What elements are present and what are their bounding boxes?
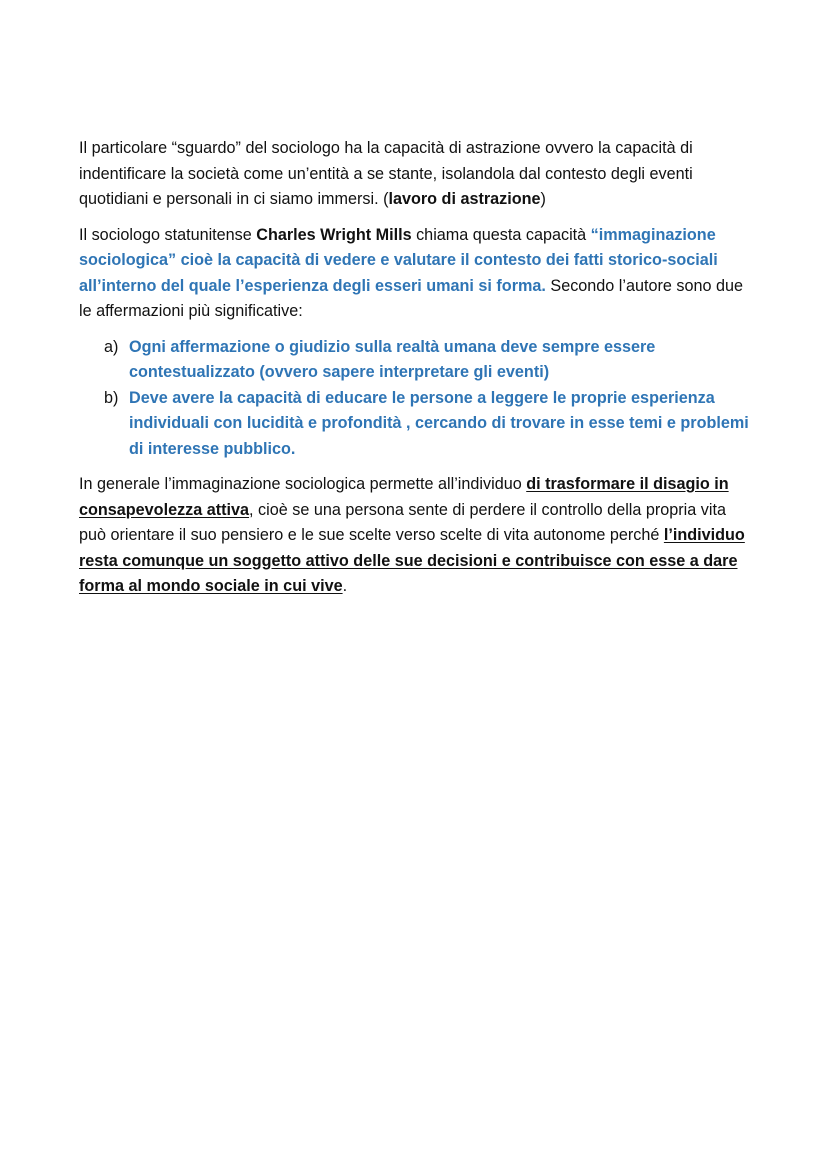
list-marker: b) <box>104 388 119 407</box>
conclusion-underlined-1: di trasformare il disagio in consapevolezza attiva <box>79 475 729 519</box>
abstraction-text: Il particolare “sguardo” del sociologo ha la capacità di astrazione ovvero la capacità di indentificare la società come un’entità a se stante, isolandola dal contesto degli eventi quotidiani e personali in ci siamo immersi. ( <box>79 139 693 208</box>
paragraph-mills <box>79 223 751 325</box>
author-name: Charles Wright Mills <box>256 225 412 244</box>
mills-after: Secondo l’autore sono due le affermazioni più significative: <box>79 276 744 320</box>
mills-mid: chiama questa capacità <box>411 225 591 244</box>
sociological-imagination-definition: “immaginazione sociologica” cioè la capacità di vedere e valutare il contesto dei fatti storico-sociali all’interno del quale l’esperienza degli esseri umani si forma. <box>79 225 718 295</box>
paragraph-conclusion <box>79 472 751 600</box>
conclusion-end: . <box>342 577 348 595</box>
abstraction-close-paren: ) <box>540 190 546 208</box>
list-item <box>79 386 751 463</box>
conclusion-mid: , cioè se una persona sente di perdere il controllo della propria vita può orientare il suo pensiero e le sue scelte verso scelte di vita autonome perché <box>79 500 726 544</box>
conclusion-intro: In generale l’immaginazione sociologica permette all’individuo <box>79 475 527 493</box>
list-item <box>79 335 751 386</box>
statements-list <box>79 335 751 463</box>
list-item-text: Deve avere la capacità di educare le persone a leggere le proprie esperienza individuali con lucidità e profondità , cercando di trovare in esse temi e problemi di interesse pubblico. <box>129 388 749 458</box>
abstraction-bold-term: lavoro di astrazione <box>388 190 541 208</box>
list-item-text: Ogni affermazione o giudizio sulla realtà umana deve sempre essere contestualizzato (ovvero sapere interpretare gli eventi) <box>129 337 656 381</box>
document-page <box>79 136 751 610</box>
paragraph-abstraction <box>79 136 751 213</box>
mills-intro: Il sociologo statunitense <box>79 225 257 244</box>
conclusion-underlined-2: l’individuo resta comunque un soggetto attivo delle sue decisioni e contribuisce con esse a dare forma al mondo sociale in cui vive <box>79 526 745 595</box>
list-marker: a) <box>104 337 119 356</box>
